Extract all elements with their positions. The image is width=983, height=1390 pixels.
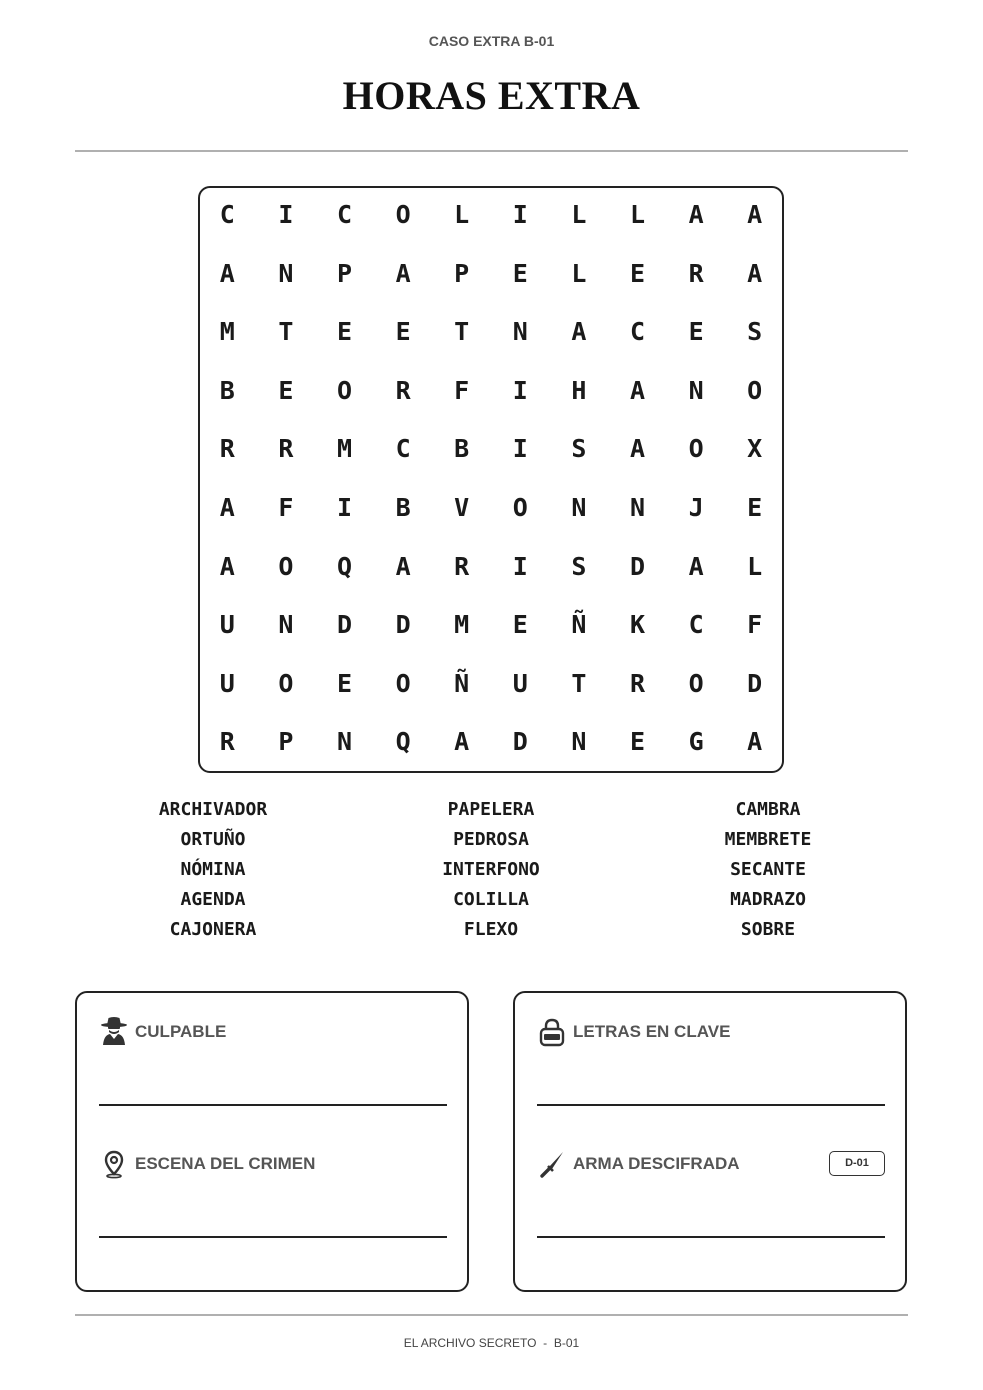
word-list-item: SECANTE — [730, 859, 806, 880]
grid-letter[interactable]: A — [395, 258, 411, 288]
grid-letter[interactable]: U — [219, 610, 235, 640]
grid-letter[interactable]: E — [629, 258, 646, 288]
word-list-item: PAPELERA — [447, 799, 535, 820]
word-list-column-1 — [83, 795, 343, 945]
grid-letter[interactable]: I — [512, 434, 528, 464]
grid-letter[interactable]: A — [688, 200, 704, 229]
grid-letter[interactable]: R — [278, 434, 294, 464]
grid-letter[interactable]: C — [219, 200, 235, 229]
grid-letter[interactable]: A — [688, 551, 704, 581]
grid-letter[interactable]: N — [278, 258, 294, 288]
grid-letter[interactable]: R — [219, 727, 235, 757]
bottom-divider — [75, 1314, 908, 1316]
grid-letter[interactable]: B — [219, 375, 235, 405]
suspect-panel — [75, 991, 469, 1292]
culprit-answer-line[interactable] — [99, 1104, 447, 1106]
grid-letter[interactable]: A — [747, 258, 763, 288]
padlock-icon — [537, 1017, 567, 1047]
word-list-item: INTERFONO — [442, 859, 540, 880]
grid-letter[interactable]: E — [747, 493, 763, 522]
grid-letter[interactable]: R — [395, 375, 411, 405]
grid-letter[interactable]: E — [278, 375, 294, 405]
top-divider — [75, 150, 908, 152]
grid-letter[interactable]: I — [336, 493, 353, 522]
word-list-item: CAMBRA — [735, 799, 801, 820]
grid-letter[interactable]: A — [454, 727, 470, 757]
grid-letter[interactable]: E — [688, 317, 704, 347]
grid-letter[interactable]: C — [629, 317, 646, 347]
weapon-answer-line[interactable] — [537, 1236, 885, 1238]
weapon-label: ARMA DESCIFRADA — [573, 1154, 740, 1173]
grid-letter[interactable]: I — [512, 551, 528, 581]
word-list-item: COLILLA — [453, 889, 529, 910]
key-letters-label: LETRAS EN CLAVE — [573, 1022, 731, 1041]
word-list-item: ARCHIVADOR — [158, 799, 268, 820]
grid-letter[interactable]: C — [336, 200, 353, 229]
grid-letter[interactable]: M — [336, 434, 353, 464]
crime-scene-label: ESCENA DEL CRIMEN — [135, 1154, 316, 1173]
grid-letter[interactable]: P — [336, 258, 353, 288]
grid-row — [200, 186, 782, 245]
detective-icon — [99, 1015, 129, 1045]
grid-letter[interactable]: T — [571, 668, 587, 698]
grid-row — [200, 420, 782, 479]
grid-letter[interactable]: N — [336, 727, 353, 757]
grid-letter[interactable]: O — [688, 668, 704, 698]
grid-letter[interactable]: L — [454, 200, 470, 229]
grid-letter[interactable]: A — [629, 375, 646, 405]
grid-letter[interactable]: O — [512, 493, 528, 522]
grid-row — [200, 245, 782, 304]
case-code: CASO EXTRA B-01 — [428, 33, 555, 49]
grid-letter[interactable]: N — [571, 727, 587, 757]
grid-letter[interactable]: N — [571, 493, 587, 522]
grid-letter[interactable]: A — [219, 493, 235, 522]
grid-letter[interactable]: A — [395, 551, 411, 581]
grid-letter[interactable]: R — [629, 668, 646, 698]
grid-row — [200, 538, 782, 597]
crime-scene-answer-line[interactable] — [99, 1236, 447, 1238]
grid-letter[interactable]: A — [629, 434, 646, 464]
grid-letter[interactable]: D — [629, 551, 646, 581]
grid-letter[interactable]: U — [219, 668, 235, 698]
word-search-grid — [198, 186, 784, 773]
clues-panel — [513, 991, 907, 1292]
grid-letter[interactable]: O — [395, 200, 411, 229]
key-letters-answer-line[interactable] — [537, 1104, 885, 1106]
grid-letter[interactable]: O — [747, 375, 763, 405]
grid-row — [200, 655, 782, 714]
grid-letter[interactable]: A — [747, 727, 763, 757]
grid-letter[interactable]: E — [395, 317, 411, 347]
grid-letter[interactable]: B — [395, 493, 411, 522]
word-list-item: FLEXO — [463, 919, 519, 940]
grid-letter[interactable]: I — [512, 375, 528, 405]
grid-letter[interactable]: X — [747, 434, 763, 464]
word-list-item: NÓMINA — [180, 859, 246, 880]
grid-row — [200, 479, 782, 538]
grid-letter[interactable]: D — [336, 610, 353, 640]
grid-letter[interactable]: A — [219, 258, 235, 288]
grid-letter[interactable]: D — [512, 727, 528, 757]
word-list-column-3 — [638, 795, 898, 945]
grid-letter[interactable]: K — [629, 610, 646, 640]
grid-letter[interactable]: L — [571, 258, 587, 288]
grid-letter[interactable]: N — [688, 375, 704, 405]
grid-letter[interactable]: E — [512, 610, 528, 640]
grid-letter[interactable]: S — [571, 434, 587, 464]
grid-letter[interactable]: I — [512, 200, 528, 229]
grid-letter[interactable]: C — [688, 610, 704, 640]
grid-letter[interactable]: B — [454, 434, 470, 464]
grid-letter[interactable]: A — [747, 200, 763, 229]
page-footer: EL ARCHIVO SECRETO - B-01 — [403, 1336, 580, 1350]
grid-letter[interactable]: H — [571, 375, 587, 405]
grid-letter[interactable]: Ñ — [454, 668, 470, 698]
grid-letter[interactable]: P — [278, 727, 294, 757]
grid-letter[interactable]: N — [278, 610, 294, 640]
grid-letter[interactable]: O — [278, 551, 294, 581]
grid-letter[interactable]: L — [747, 551, 763, 581]
word-list-item: SOBRE — [740, 919, 796, 940]
grid-letter[interactable]: O — [395, 668, 411, 698]
grid-letter[interactable]: Q — [395, 727, 411, 757]
word-list-item: CAJONERA — [169, 919, 257, 940]
grid-letter[interactable]: O — [688, 434, 704, 464]
grid-letter[interactable]: E — [336, 668, 353, 698]
grid-letter[interactable]: F — [747, 610, 763, 640]
grid-letter[interactable]: U — [512, 668, 528, 698]
grid-letter[interactable]: E — [512, 258, 528, 288]
grid-letter[interactable]: E — [629, 727, 646, 757]
knife-icon — [537, 1149, 567, 1179]
grid-letter[interactable]: Q — [336, 551, 353, 581]
grid-letter[interactable]: E — [336, 317, 353, 347]
grid-letter[interactable]: R — [219, 434, 235, 464]
grid-letter[interactable]: J — [688, 493, 704, 522]
grid-row — [200, 303, 782, 362]
grid-letter[interactable]: D — [747, 668, 763, 698]
grid-letter[interactable]: M — [454, 610, 470, 640]
grid-letter[interactable]: M — [219, 317, 235, 347]
grid-row — [200, 596, 782, 655]
grid-letter[interactable]: O — [336, 375, 353, 405]
grid-row — [200, 713, 782, 772]
word-list-item: PEDROSA — [453, 829, 529, 850]
grid-letter[interactable]: N — [629, 493, 646, 522]
grid-letter[interactable]: A — [219, 551, 235, 581]
location-pin-icon — [99, 1149, 129, 1179]
grid-letter[interactable]: R — [688, 258, 704, 288]
grid-letter[interactable]: L — [571, 200, 587, 229]
grid-letter[interactable]: T — [278, 317, 294, 347]
word-list-item: MADRAZO — [730, 889, 806, 910]
grid-letter[interactable]: O — [278, 668, 294, 698]
grid-letter[interactable]: A — [571, 317, 587, 347]
grid-letter[interactable]: D — [395, 610, 411, 640]
grid-letter[interactable]: R — [454, 551, 470, 581]
grid-letter[interactable]: L — [629, 200, 646, 229]
grid-letter[interactable]: Ñ — [571, 610, 587, 640]
grid-letter[interactable]: N — [512, 317, 528, 347]
word-list-item: MEMBRETE — [724, 829, 812, 850]
grid-letter[interactable]: S — [747, 317, 763, 347]
grid-letter[interactable]: F — [454, 375, 470, 405]
grid-letter[interactable]: F — [278, 493, 294, 522]
grid-letter[interactable]: T — [454, 317, 470, 347]
page-title: HORAS EXTRA — [342, 73, 641, 118]
grid-letter[interactable]: I — [278, 200, 294, 229]
grid-letter[interactable]: P — [454, 258, 470, 288]
word-list-column-2 — [361, 795, 621, 945]
weapon-code-badge: D-01 — [829, 1151, 885, 1176]
grid-row — [200, 362, 782, 421]
grid-letter[interactable]: S — [571, 551, 587, 581]
grid-letter[interactable]: G — [688, 727, 704, 757]
culprit-label: CULPABLE — [135, 1022, 227, 1041]
word-list-item: ORTUÑO — [180, 829, 246, 850]
grid-letter[interactable]: C — [395, 434, 411, 464]
grid-letter[interactable]: V — [454, 493, 470, 522]
word-list-item: AGENDA — [180, 889, 246, 910]
